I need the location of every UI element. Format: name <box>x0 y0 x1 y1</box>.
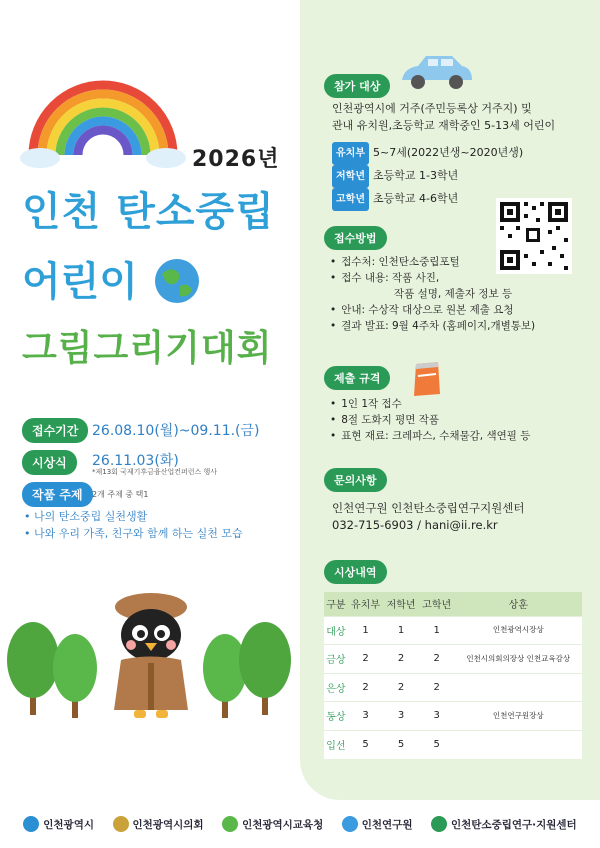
list-item: 고학년 초등학교 4-6학년 <box>332 188 523 211</box>
logo-incheon-council: 인천광역시의회 <box>113 816 204 832</box>
apply-list <box>330 254 535 334</box>
ceremony-value: 26.11.03(화) <box>92 453 179 469</box>
table-cell: 2 <box>383 673 419 702</box>
table-row <box>324 702 582 731</box>
mascot-icon <box>96 585 206 725</box>
table-cell <box>454 730 582 759</box>
contact-label: 문의사항 <box>324 468 387 492</box>
list-item: • 접수처: 인천탄소중립포털 <box>330 254 535 270</box>
theme-item: • 나와 우리 가족, 친구와 함께 하는 실천 모습 <box>24 527 243 540</box>
institute-logo-icon <box>342 816 358 832</box>
target-desc: 인천광역시에 거주(주민등록상 거주지) 및 관내 유치원,초등학교 재학중인 5-13세 어린이 <box>332 102 556 132</box>
table-row <box>324 616 582 645</box>
table-cell: 2 <box>419 673 455 702</box>
table-cell: 1 <box>419 616 455 645</box>
table-cell: 3 <box>419 702 455 731</box>
table-row <box>324 645 582 674</box>
table-cell: 대상 <box>324 616 348 645</box>
apply-label: 접수방법 <box>324 226 387 250</box>
car-icon <box>396 52 476 94</box>
table-header-row <box>324 592 582 616</box>
rules-label: 제출 규격 <box>324 366 390 390</box>
table-cell: 금상 <box>324 645 348 674</box>
title-line-3: 그림그리기대회 <box>22 328 273 369</box>
table-cell: 2 <box>348 673 384 702</box>
theme-item: • 나의 탄소중립 실천생활 <box>24 510 148 523</box>
title-line-1: 인천 탄소중립 <box>22 189 275 235</box>
footer-logos <box>0 800 600 848</box>
theme-note: 2개 주제 중 택1 <box>92 490 149 499</box>
table-cell: 1 <box>383 616 419 645</box>
table-cell <box>454 673 582 702</box>
can-icon <box>410 358 444 398</box>
table-cell: 5 <box>348 730 384 759</box>
list-item: • 접수 내용: 작품 사진, <box>330 270 535 286</box>
awards-table <box>324 592 582 759</box>
ceremony-note: *제13회 국제기후금융산업컨퍼런스 행사 <box>92 468 218 476</box>
period-value: 26.08.10(월)~09.11.(금) <box>92 423 260 439</box>
table-cell: 5 <box>419 730 455 759</box>
list-item: • 결과 발표: 9월 4주차 (홈페이지,개별통보) <box>330 318 535 334</box>
contact-info <box>332 500 525 534</box>
logo-incheon-institute: 인천연구원 <box>342 816 413 832</box>
earth-icon <box>152 256 202 306</box>
table-cell: 1 <box>348 616 384 645</box>
table-header: 유치부 <box>348 592 384 616</box>
table-cell: 3 <box>383 702 419 731</box>
rules-list <box>330 396 530 444</box>
table-header: 상훈 <box>454 592 582 616</box>
logo-incheon-education: 인천광역시교육청 <box>222 816 323 832</box>
theme-label: 작품 주제 <box>22 482 93 507</box>
table-cell: 2 <box>383 645 419 674</box>
list-item: • 표현 재료: 크레파스, 수채물감, 색연필 등 <box>330 428 530 444</box>
contact-org: 인천연구원 인천탄소중립연구지원센터 <box>332 501 525 515</box>
list-item: 저학년 초등학교 1-3학년 <box>332 165 523 188</box>
rainbow-icon <box>18 60 188 170</box>
table-cell: 2 <box>348 645 384 674</box>
table-cell: 인천시의회의장상 인천교육감상 <box>454 645 582 674</box>
table-cell: 동상 <box>324 702 348 731</box>
list-item: • 안내: 수상작 대상으로 원본 제출 요청 <box>330 302 535 318</box>
table-header: 구분 <box>324 592 348 616</box>
logo-carbon-center: 인천탄소중립연구·지원센터 <box>431 816 577 832</box>
table-cell: 인천광역시장상 <box>454 616 582 645</box>
logo-incheon-city: 인천광역시 <box>23 816 94 832</box>
education-logo-icon <box>222 816 238 832</box>
event-year: 2026년 <box>192 147 280 172</box>
table-cell: 인천연구원장상 <box>454 702 582 731</box>
council-logo-icon <box>113 816 129 832</box>
table-header: 저학년 <box>383 592 419 616</box>
table-cell: 입선 <box>324 730 348 759</box>
list-item: • 1인 1작 접수 <box>330 396 530 412</box>
left-panel <box>0 0 300 800</box>
list-item: • 8절 도화지 평면 작품 <box>330 412 530 428</box>
list-item: 유치부 5~7세(2022년생~2020년생) <box>332 142 523 165</box>
table-row <box>324 673 582 702</box>
center-logo-icon <box>431 816 447 832</box>
table-row <box>324 730 582 759</box>
period-label: 접수기간 <box>22 418 88 443</box>
city-logo-icon <box>23 816 39 832</box>
contact-phone-email[interactable]: 032-715-6903 / hani@ii.re.kr <box>332 518 498 532</box>
awards-label: 시상내역 <box>324 560 387 584</box>
list-item: 작품 설명, 제출자 정보 등 <box>394 288 513 300</box>
title-line-2: 어린이 <box>22 259 138 305</box>
table-cell: 3 <box>348 702 384 731</box>
table-cell: 2 <box>419 645 455 674</box>
target-groups <box>332 142 523 211</box>
table-cell: 은상 <box>324 673 348 702</box>
ceremony-label: 시상식 <box>22 450 77 475</box>
table-cell: 5 <box>383 730 419 759</box>
table-header: 고학년 <box>419 592 455 616</box>
target-label: 참가 대상 <box>324 74 390 98</box>
